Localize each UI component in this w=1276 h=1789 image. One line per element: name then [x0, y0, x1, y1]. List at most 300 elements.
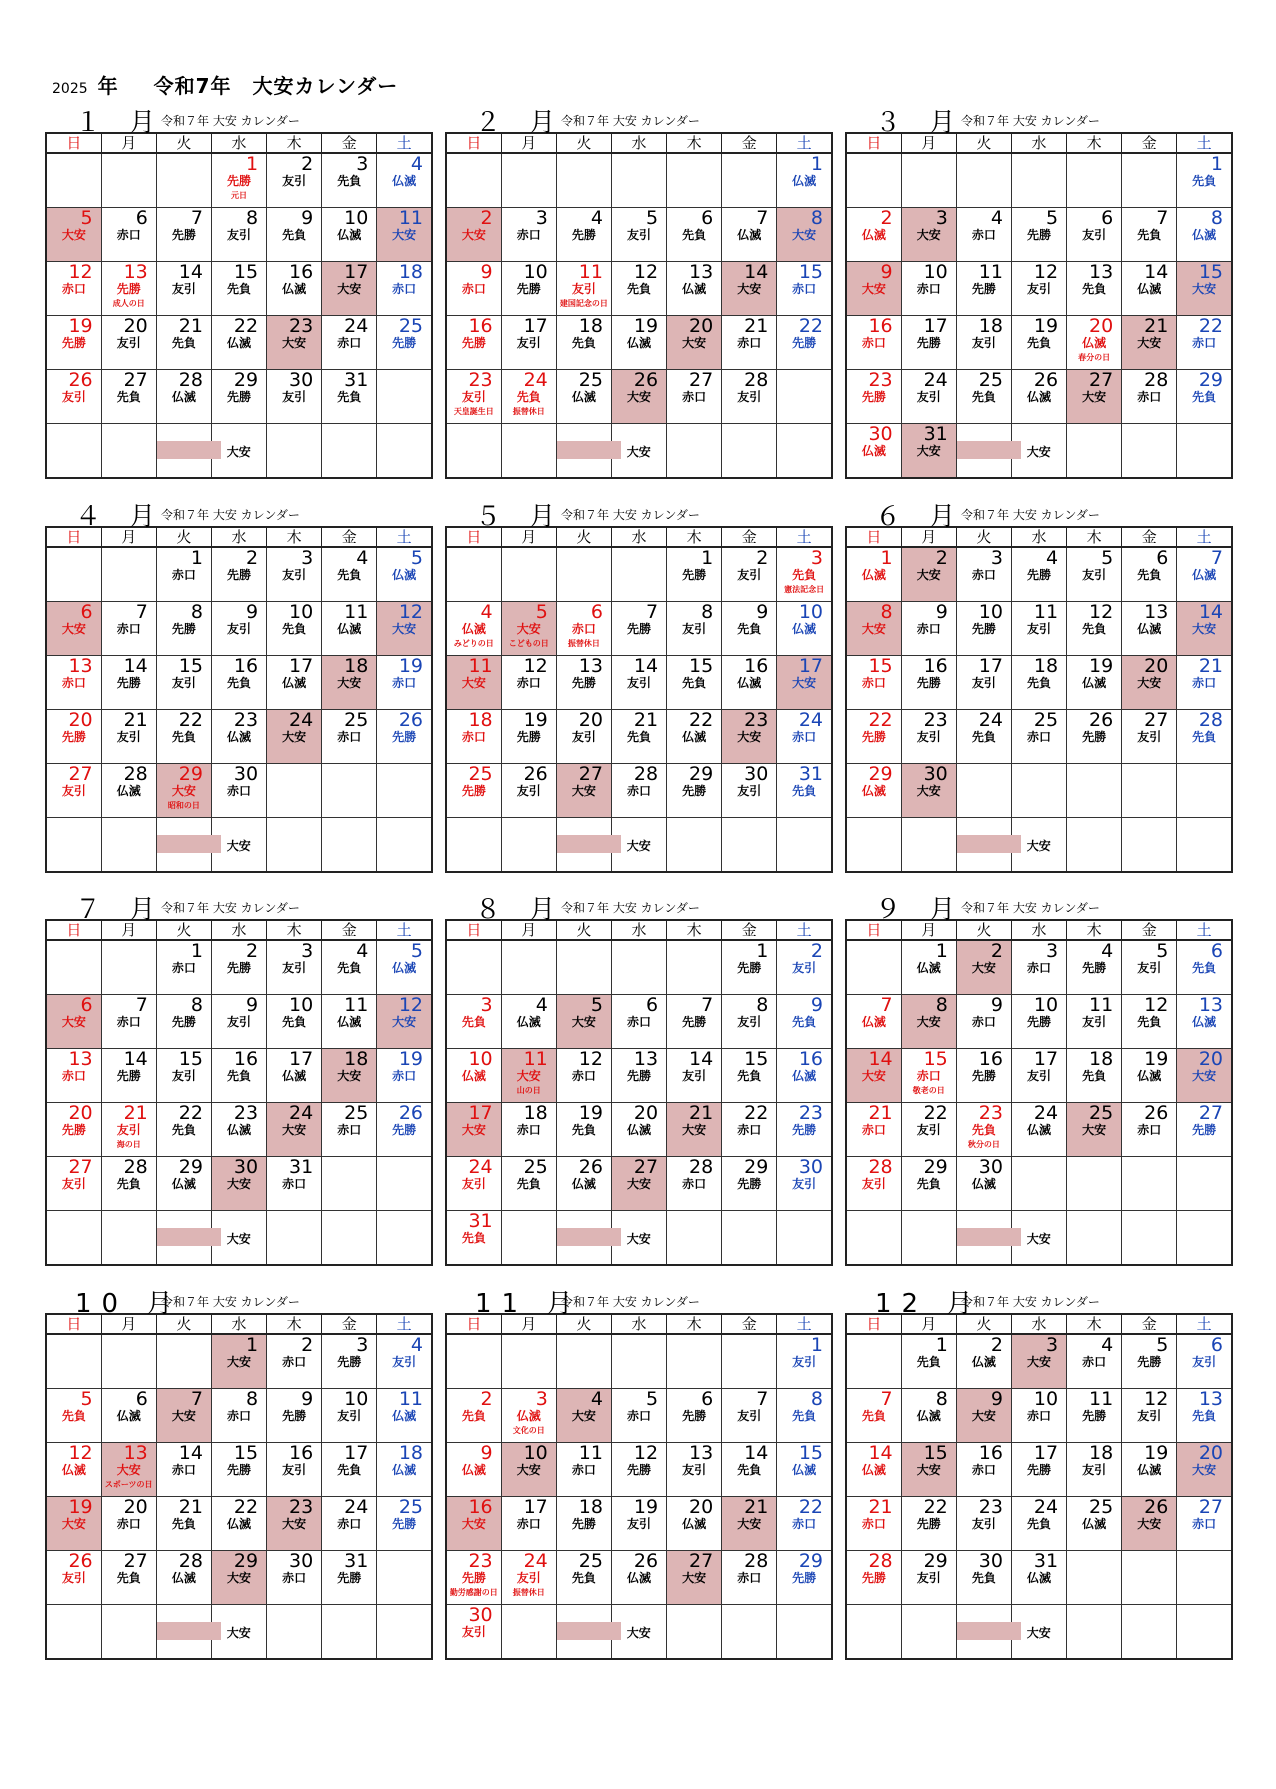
day-number: 15: [178, 655, 203, 677]
day-cell: [101, 656, 156, 710]
week-row: [46, 710, 432, 764]
day-number: 29: [868, 763, 893, 785]
rokuyo-label: 先負: [626, 730, 651, 744]
rokuyo-label: 赤口: [282, 1177, 307, 1191]
weekday-header: 水: [611, 527, 666, 547]
weekday-header: 日: [446, 1314, 501, 1334]
weekday-header: 土: [777, 1314, 832, 1334]
empty-cell: [956, 818, 1051, 873]
day-cell: [46, 1049, 101, 1103]
rokuyo-label: 先負: [1137, 228, 1162, 242]
day-number: 12: [1144, 1388, 1169, 1410]
rokuyo-label: 仏滅: [392, 568, 417, 582]
day-cell: [722, 1049, 777, 1103]
day-cell: [1067, 1334, 1122, 1389]
rokuyo-label: 友引: [116, 336, 141, 350]
day-number: 29: [1198, 369, 1223, 391]
empty-cell: [267, 818, 322, 873]
day-cell: [501, 995, 556, 1049]
day-number: 12: [1089, 601, 1114, 623]
day-cell: [956, 1334, 1011, 1389]
day-number: 30: [233, 1156, 259, 1178]
day-number: 2: [245, 940, 259, 962]
week-row: [446, 1551, 832, 1605]
empty-cell: [267, 1211, 322, 1266]
day-cell: [446, 1605, 501, 1660]
day-cell: [556, 995, 611, 1049]
day-number: 3: [935, 207, 948, 229]
rokuyo-label: 仏滅: [1192, 568, 1217, 582]
rokuyo-label: 先負: [171, 730, 196, 744]
rokuyo-label: 先負: [337, 568, 362, 582]
month-calendar: [845, 893, 1233, 1266]
day-number: 3: [1045, 1334, 1059, 1356]
week-row: [446, 316, 832, 370]
rokuyo-label: 友引: [916, 1571, 941, 1585]
day-number: 29: [798, 1550, 823, 1572]
rokuyo-label: 赤口: [337, 1123, 362, 1137]
week-row: [446, 547, 832, 602]
day-number: 14: [1144, 261, 1169, 283]
day-cell: [1177, 995, 1232, 1049]
day-cell: [501, 316, 556, 370]
day-cell: [611, 1551, 666, 1605]
rokuyo-label: 仏滅: [626, 1123, 651, 1137]
empty-cell: [501, 1334, 556, 1389]
rokuyo-label: 仏滅: [461, 622, 486, 636]
rokuyo-label: 大安: [171, 784, 196, 798]
day-number: 29: [689, 763, 714, 785]
day-number: 23: [233, 709, 259, 731]
rokuyo-label: 先負: [626, 282, 651, 296]
month-table: [45, 1313, 433, 1660]
day-cell: [156, 710, 211, 764]
rokuyo-label: 先勝: [461, 1571, 486, 1585]
day-cell: [211, 370, 266, 424]
day-cell: [901, 656, 956, 710]
day-cell: [777, 1443, 832, 1497]
empty-cell: [377, 764, 432, 818]
day-cell: [1122, 1497, 1177, 1551]
day-number: 29: [233, 369, 259, 391]
rokuyo-label: 友引: [171, 282, 196, 296]
day-number: 17: [289, 1048, 314, 1070]
rokuyo-label: 友引: [737, 568, 762, 582]
day-cell: [901, 1049, 956, 1103]
day-cell: [846, 547, 901, 602]
rokuyo-label: 大安: [282, 730, 307, 744]
rokuyo-label: 大安: [1192, 1463, 1217, 1477]
day-number: 28: [633, 763, 659, 785]
day-number: 20: [123, 1496, 148, 1518]
legend-label: 大安: [1026, 445, 1051, 459]
rokuyo-label: 仏滅: [116, 784, 141, 798]
weekday-header: 金: [722, 920, 777, 940]
rokuyo-label: 先勝: [226, 961, 251, 975]
rokuyo-label: 先負: [792, 1015, 817, 1029]
day-cell: [101, 1389, 156, 1443]
day-number: 23: [923, 709, 948, 731]
day-cell: [846, 1497, 901, 1551]
month-header: [445, 106, 833, 138]
day-cell: [156, 940, 211, 995]
day-number: 5: [1156, 1334, 1169, 1356]
day-cell: [211, 602, 266, 656]
rokuyo-label: 大安: [571, 1015, 596, 1029]
rokuyo-label: 大安: [392, 622, 417, 636]
day-number: 22: [233, 315, 259, 337]
day-cell: [956, 1103, 1011, 1157]
day-cell: [322, 1103, 377, 1157]
day-number: 7: [135, 601, 148, 623]
day-number: 14: [689, 1048, 714, 1070]
day-number: 29: [178, 763, 203, 785]
empty-cell: [1177, 764, 1232, 818]
day-number: 14: [868, 1048, 893, 1070]
day-number: 28: [1198, 709, 1223, 731]
rokuyo-label: 赤口: [516, 228, 541, 242]
day-cell: [46, 1157, 101, 1211]
week-row: [46, 818, 432, 873]
day-number: 21: [868, 1102, 893, 1124]
day-number: 21: [633, 709, 659, 731]
day-cell: [901, 1389, 956, 1443]
day-cell: [1122, 262, 1177, 316]
week-row: [846, 370, 1232, 424]
day-number: 28: [868, 1550, 893, 1572]
day-cell: [901, 1497, 956, 1551]
rokuyo-label: 仏滅: [571, 390, 596, 404]
day-cell: [722, 764, 777, 818]
day-number: 6: [645, 994, 659, 1016]
rokuyo-label: 先勝: [337, 1571, 362, 1585]
rokuyo-label: 赤口: [116, 622, 141, 636]
week-row: [846, 153, 1232, 208]
day-number: 12: [578, 1048, 603, 1070]
day-number: 16: [744, 655, 769, 677]
holiday-name: 山の日: [516, 1086, 541, 1095]
rokuyo-label: 先負: [61, 1409, 86, 1423]
legend-label: 大安: [626, 1626, 651, 1640]
day-number: 30: [289, 369, 314, 391]
empty-cell: [1011, 764, 1066, 818]
empty-cell: [501, 153, 556, 208]
day-number: 13: [1198, 1388, 1223, 1410]
day-cell: [901, 262, 956, 316]
day-cell: [1177, 208, 1232, 262]
week-row: [46, 1049, 432, 1103]
empty-cell: [901, 818, 956, 873]
day-number: 7: [1210, 547, 1223, 569]
rokuyo-label: 先負: [1192, 961, 1217, 975]
day-cell: [611, 1049, 666, 1103]
empty-cell: [722, 153, 777, 208]
weekday-header: 月: [501, 920, 556, 940]
day-cell: [1067, 602, 1122, 656]
legend-label: 大安: [626, 1232, 651, 1246]
day-number: 4: [480, 601, 493, 623]
day-cell: [156, 656, 211, 710]
page-header: [52, 70, 398, 100]
day-cell: [156, 1551, 211, 1605]
day-cell: [556, 1049, 611, 1103]
rokuyo-label: 赤口: [971, 568, 996, 582]
empty-cell: [611, 547, 666, 602]
empty-cell: [501, 547, 556, 602]
weekday-header: 土: [777, 133, 832, 153]
rokuyo-label: 先負: [516, 390, 541, 404]
day-number: 2: [480, 207, 493, 229]
rokuyo-label: 仏滅: [861, 228, 886, 242]
empty-cell: [377, 818, 432, 873]
day-cell: [901, 764, 956, 818]
week-row: [446, 1049, 832, 1103]
day-cell: [501, 764, 556, 818]
day-number: 16: [798, 1048, 823, 1070]
rokuyo-label: 仏滅: [1192, 1015, 1217, 1029]
rokuyo-label: 大安: [282, 1517, 307, 1531]
month-title: ４ 月: [75, 502, 166, 532]
day-cell: [722, 316, 777, 370]
empty-cell: [377, 1157, 432, 1211]
month-subtitle: 令和７年 大安 カレンダー: [161, 114, 300, 128]
day-cell: [777, 1334, 832, 1389]
day-number: 1: [245, 153, 259, 175]
rokuyo-label: 先勝: [1192, 1123, 1217, 1137]
empty-cell: [667, 153, 722, 208]
day-number: 11: [578, 1442, 603, 1464]
day-number: 15: [923, 1442, 948, 1464]
day-number: 15: [233, 1442, 259, 1464]
rokuyo-label: 大安: [116, 1463, 141, 1477]
day-number: 11: [1089, 994, 1114, 1016]
weekday-header: 火: [956, 527, 1011, 547]
rokuyo-label: 先勝: [337, 1355, 362, 1369]
day-number: 10: [923, 261, 948, 283]
day-cell: [1122, 1103, 1177, 1157]
week-row: [846, 1443, 1232, 1497]
week-row: [846, 818, 1232, 873]
month-title: ２ 月: [475, 108, 566, 138]
day-number: 13: [123, 261, 148, 283]
rokuyo-label: 先負: [1082, 1069, 1107, 1083]
day-number: 17: [523, 315, 548, 337]
day-number: 7: [1156, 207, 1169, 229]
empty-cell: [956, 764, 1011, 818]
rokuyo-label: 大安: [971, 961, 996, 975]
day-cell: [156, 602, 211, 656]
day-number: 7: [190, 1388, 203, 1410]
rokuyo-label: 赤口: [1137, 1123, 1162, 1137]
weekday-header: 日: [846, 133, 901, 153]
day-number: 10: [978, 601, 1003, 623]
week-row: [846, 940, 1232, 995]
day-cell: [101, 1049, 156, 1103]
day-cell: [777, 764, 832, 818]
rokuyo-label: 仏滅: [682, 1517, 707, 1531]
rokuyo-label: 仏滅: [861, 444, 886, 458]
day-number: 17: [523, 1496, 548, 1518]
day-number: 14: [123, 655, 148, 677]
day-number: 9: [245, 994, 259, 1016]
week-row: [46, 370, 432, 424]
day-number: 23: [468, 369, 493, 391]
day-cell: [1067, 370, 1122, 424]
rokuyo-label: 赤口: [226, 1409, 251, 1423]
day-number: 20: [1198, 1442, 1223, 1464]
empty-cell: [1011, 818, 1066, 873]
day-cell: [556, 208, 611, 262]
day-number: 22: [178, 1102, 203, 1124]
rokuyo-label: 仏滅: [682, 730, 707, 744]
month-table: [45, 919, 433, 1266]
rokuyo-label: 赤口: [516, 676, 541, 690]
day-number: 10: [798, 601, 823, 623]
day-cell: [211, 710, 266, 764]
day-number: 8: [880, 601, 893, 623]
weekday-header: 水: [1011, 527, 1066, 547]
day-cell: [846, 1049, 901, 1103]
day-number: 5: [410, 940, 423, 962]
weekday-header: 金: [1122, 527, 1177, 547]
weekday-header: 土: [1177, 527, 1232, 547]
rokuyo-label: 友引: [171, 676, 196, 690]
empty-cell: [156, 153, 211, 208]
day-number: 23: [868, 369, 893, 391]
rokuyo-label: 友引: [737, 784, 762, 798]
rokuyo-label: 友引: [226, 1015, 251, 1029]
rokuyo-label: 先勝: [626, 622, 651, 636]
rokuyo-label: 赤口: [861, 1123, 886, 1137]
rokuyo-label: 先勝: [792, 336, 817, 350]
day-cell: [156, 1443, 211, 1497]
rokuyo-label: 赤口: [737, 336, 762, 350]
rokuyo-label: 先勝: [461, 336, 486, 350]
rokuyo-label: 大安: [61, 622, 86, 636]
day-cell: [1011, 710, 1066, 764]
day-number: 27: [123, 369, 148, 391]
rokuyo-label: 大安: [461, 1517, 486, 1531]
week-row: [46, 1551, 432, 1605]
rokuyo-label: 先勝: [171, 622, 196, 636]
empty-cell: [556, 1334, 611, 1389]
month-calendar: [45, 893, 433, 1266]
day-cell: [46, 262, 101, 316]
weekday-header: 金: [1122, 920, 1177, 940]
week-row: [46, 547, 432, 602]
rokuyo-label: 友引: [792, 961, 817, 975]
rokuyo-label: 先負: [1026, 336, 1051, 350]
day-number: 23: [978, 1496, 1003, 1518]
day-cell: [611, 995, 666, 1049]
day-cell: [556, 1497, 611, 1551]
empty-cell: [446, 940, 501, 995]
day-cell: [722, 208, 777, 262]
day-cell: [267, 1049, 322, 1103]
rokuyo-label: 大安: [226, 1355, 251, 1369]
day-number: 2: [756, 547, 769, 569]
weekday-header: 日: [46, 920, 101, 940]
weekday-header: 火: [156, 920, 211, 940]
day-number: 10: [289, 601, 314, 623]
day-number: 20: [633, 1102, 659, 1124]
day-cell: [501, 1103, 556, 1157]
day-cell: [777, 710, 832, 764]
rokuyo-label: 友引: [516, 1571, 541, 1585]
rokuyo-label: 大安: [626, 1177, 651, 1191]
rokuyo-label: 先負: [282, 622, 307, 636]
day-number: 8: [935, 994, 948, 1016]
empty-cell: [101, 547, 156, 602]
empty-cell: [1067, 1605, 1122, 1660]
rokuyo-label: 友引: [1082, 1463, 1107, 1477]
rokuyo-label: 赤口: [61, 1069, 86, 1083]
day-cell: [1122, 1389, 1177, 1443]
empty-cell: [1122, 1605, 1177, 1660]
day-number: 21: [178, 315, 203, 337]
holiday-name: 建国記念の日: [559, 299, 608, 308]
day-number: 8: [190, 994, 203, 1016]
rokuyo-label: 赤口: [392, 282, 417, 296]
legend-label: 大安: [1026, 1626, 1051, 1640]
weekday-header: 火: [156, 133, 211, 153]
day-number: 11: [344, 601, 369, 623]
day-cell: [156, 1157, 211, 1211]
month-calendar: [445, 106, 833, 479]
day-cell: [956, 1049, 1011, 1103]
day-number: 20: [68, 1102, 93, 1124]
holiday-name: 勤労感謝の日: [449, 1588, 498, 1597]
empty-cell: [846, 940, 901, 995]
rokuyo-label: 先負: [1192, 174, 1217, 188]
day-number: 5: [645, 207, 659, 229]
day-number: 3: [810, 547, 823, 569]
empty-cell: [377, 1605, 432, 1660]
day-number: 14: [744, 261, 769, 283]
rokuyo-label: 友引: [1026, 1069, 1051, 1083]
week-row: [446, 370, 832, 424]
day-number: 5: [590, 994, 603, 1016]
rokuyo-label: 先負: [337, 174, 362, 188]
day-number: 13: [1089, 261, 1114, 283]
month-header: [845, 1287, 1233, 1319]
day-cell: [267, 1497, 322, 1551]
day-number: 10: [523, 1442, 548, 1464]
month-subtitle: 令和７年 大安 カレンダー: [161, 508, 300, 522]
weekday-header: 土: [377, 920, 432, 940]
day-cell: [377, 1497, 432, 1551]
empty-cell: [1067, 153, 1122, 208]
rokuyo-label: 先負: [116, 390, 141, 404]
rokuyo-label: 大安: [916, 1015, 941, 1029]
rokuyo-label: 大安: [171, 1409, 196, 1423]
day-number: 28: [689, 1156, 714, 1178]
day-cell: [611, 1103, 666, 1157]
weekday-header: 日: [846, 1314, 901, 1334]
day-cell: [322, 547, 377, 602]
rokuyo-label: 先負: [971, 1571, 996, 1585]
rokuyo-label: 赤口: [116, 1015, 141, 1029]
day-number: 20: [689, 1496, 714, 1518]
day-number: 5: [1156, 940, 1169, 962]
week-row: [46, 940, 432, 995]
month-title: 12 月: [875, 1289, 983, 1319]
day-cell: [1011, 602, 1066, 656]
rokuyo-label: 大安: [282, 336, 307, 350]
day-number: 8: [701, 601, 714, 623]
day-cell: [846, 656, 901, 710]
rokuyo-label: 先負: [226, 676, 251, 690]
